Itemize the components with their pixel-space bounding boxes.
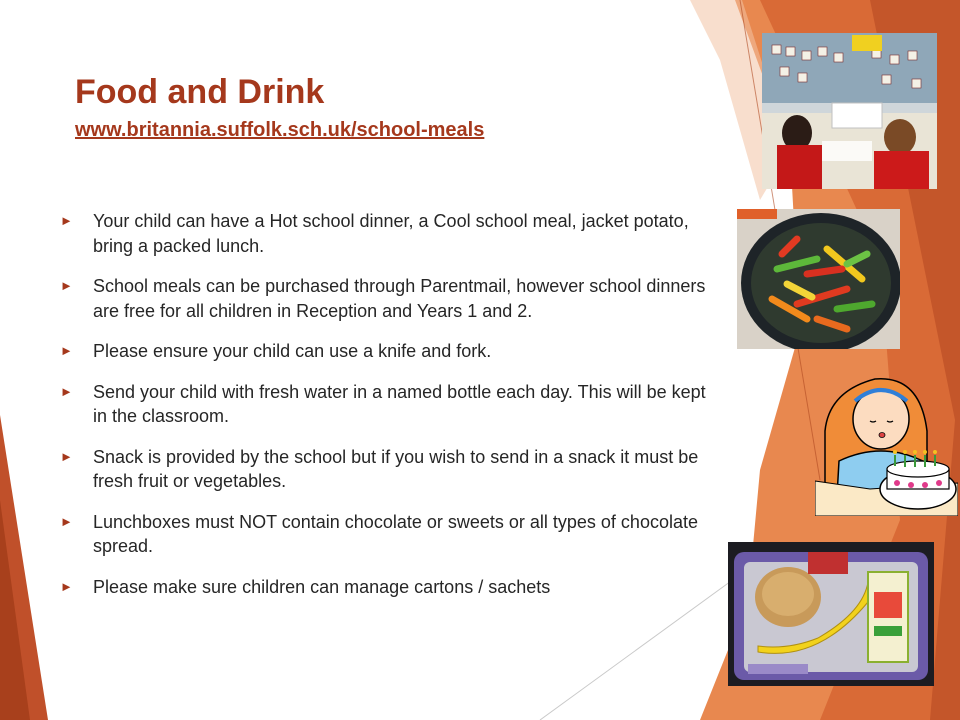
girl-birthday-cake-clipart (815, 371, 958, 516)
bullet-arrow-icon: ► (60, 343, 73, 358)
bullet-list (60, 209, 710, 615)
slide-title: Food and Drink (75, 73, 325, 111)
bullet-item (60, 510, 710, 559)
bullet-text: Please make sure children can manage cartons / sachets (93, 576, 551, 597)
bullet-item (60, 445, 710, 494)
bullet-arrow-icon: ► (60, 383, 73, 399)
bullet-item (60, 380, 710, 429)
bullet-arrow-icon: ► (60, 213, 73, 228)
bullet-item (60, 575, 710, 600)
bullet-arrow-icon: ► (60, 513, 73, 529)
bullet-text: Your child can have a Hot school dinner, a Cool school meal, jacket potato, bring a packed lunch. (93, 211, 689, 256)
bullet-item (60, 209, 710, 258)
bullet-text: Send your child with fresh water in a named bottle each day. This will be kept in the classroom. (93, 381, 706, 426)
bullet-arrow-icon: ► (60, 448, 73, 464)
bullet-text: Please ensure your child can use a knife and fork. (93, 341, 492, 361)
bullet-arrow-icon: ► (60, 278, 73, 293)
bullet-arrow-icon: ► (60, 578, 73, 594)
bullet-item (60, 274, 710, 323)
classroom-photo (762, 33, 937, 189)
lunchbox-photo (728, 542, 934, 686)
bullet-text: School meals can be purchased through Parentmail, however school dinners are free for all children in Reception and Years 1 and 2. (93, 276, 706, 321)
bullet-text: Lunchboxes must NOT contain chocolate or sweets or all types of chocolate spread. (93, 511, 698, 556)
vegetables-photo (737, 209, 900, 349)
bullet-text: Snack is provided by the school but if you wish to send in a snack it must be fresh fruit or vegetables. (93, 446, 699, 491)
school-meals-link[interactable]: www.britannia.suffolk.sch.uk/school-meals (75, 119, 485, 141)
bullet-item (60, 339, 710, 364)
